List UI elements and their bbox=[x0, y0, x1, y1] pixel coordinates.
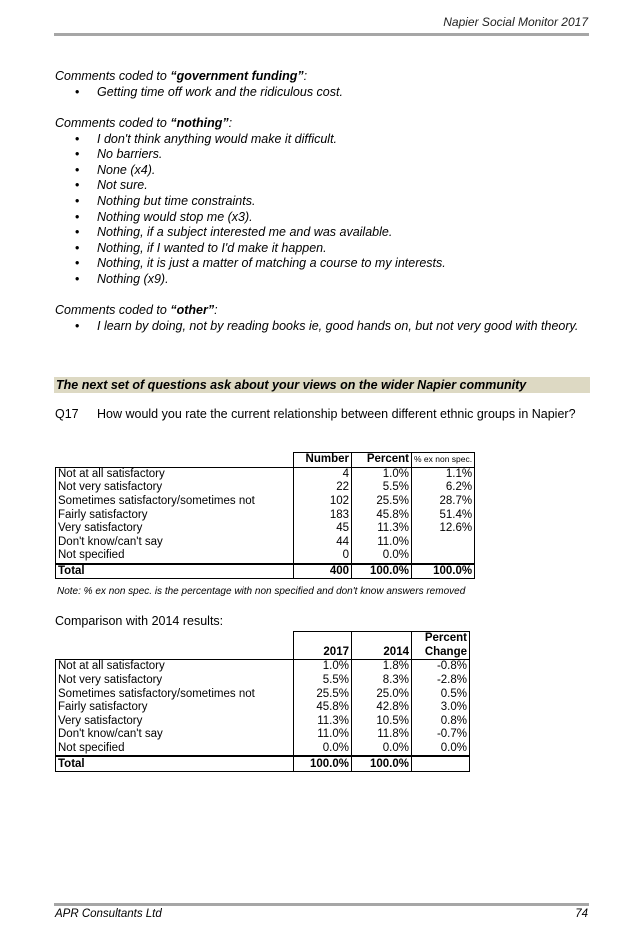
table-row: Very satisfactory 11.3% 10.5% 0.8% bbox=[56, 715, 470, 729]
table-row: Fairly satisfactory 45.8% 42.8% 3.0% bbox=[56, 701, 470, 715]
question-text: How would you rate the current relationship between different ethnic groups in Napier? bbox=[97, 407, 576, 421]
table-header-row bbox=[56, 632, 470, 646]
comment-heading-government-funding: Comments coded to “government funding”: bbox=[55, 69, 308, 83]
table-row: Not very satisfactory 5.5% 8.3% -2.8% bbox=[56, 674, 470, 688]
page-header-title: Napier Social Monitor 2017 bbox=[443, 15, 588, 29]
column-header-change: Change bbox=[412, 646, 470, 660]
comment-heading-nothing: Comments coded to “nothing”: bbox=[55, 115, 233, 130]
footer-company: APR Consultants Ltd bbox=[55, 908, 162, 920]
list-item: • Nothing, if I wanted to I'd make it happen. bbox=[75, 240, 327, 255]
page-number: 74 bbox=[575, 908, 588, 920]
list-item: • Nothing would stop me (x3). bbox=[75, 209, 253, 224]
column-header-ex-non-spec: % ex non spec. bbox=[412, 453, 475, 468]
column-header-percent: Percent bbox=[352, 453, 412, 468]
results-table-2017 bbox=[55, 452, 475, 579]
list-item: • I learn by doing, not by reading books ie, good hands on, but not very good with theory. bbox=[75, 318, 579, 333]
table-row: Sometimes satisfactory/sometimes not 102 25.5% 28.7% bbox=[56, 495, 475, 509]
question-q17 bbox=[55, 406, 588, 422]
question-number: Q17 bbox=[55, 407, 79, 421]
list-item: • Nothing (x9). bbox=[75, 271, 169, 286]
column-header-2014: 2014 bbox=[352, 632, 412, 660]
header-rule bbox=[54, 33, 589, 36]
column-header-percent: Percent bbox=[412, 632, 470, 646]
list-item: • None (x4). bbox=[75, 162, 156, 177]
table-row: Don't know/can't say 44 11.0% bbox=[56, 536, 475, 550]
table-row: Fairly satisfactory 183 45.8% 51.4% bbox=[56, 508, 475, 522]
table-row: Don't know/can't say 11.0% 11.8% -0.7% bbox=[56, 728, 470, 742]
list-item: • Nothing, it is just a matter of matching a course to my interests. bbox=[75, 256, 446, 271]
comment-list-government-funding bbox=[55, 85, 588, 101]
comment-list-other bbox=[55, 319, 588, 335]
table-row: Not at all satisfactory 4 1.0% 1.1% bbox=[56, 467, 475, 481]
table-row: Not at all satisfactory 1.0% 1.8% -0.8% bbox=[56, 660, 470, 674]
table-row: Not specified 0.0% 0.0% 0.0% bbox=[56, 742, 470, 757]
column-header-number: Number bbox=[294, 453, 352, 468]
list-item: • I don't think anything would make it difficult. bbox=[75, 131, 338, 146]
list-item: • Nothing but time constraints. bbox=[75, 193, 256, 208]
table-row: Very satisfactory 45 11.3% 12.6% bbox=[56, 522, 475, 536]
comments-section bbox=[55, 68, 588, 334]
comparison-table bbox=[55, 631, 470, 772]
footer-rule bbox=[54, 903, 589, 906]
comparison-label: Comparison with 2014 results: bbox=[55, 614, 224, 628]
list-item: • Getting time off work and the ridiculous cost. bbox=[75, 85, 343, 99]
table-total-row: Total 100.0% 100.0% bbox=[56, 756, 470, 771]
table-row: Not specified 0 0.0% bbox=[56, 549, 475, 564]
comment-list-nothing bbox=[55, 132, 588, 288]
column-header-2017: 2017 bbox=[294, 632, 352, 660]
list-item: • Not sure. bbox=[75, 178, 148, 193]
table-note: Note: % ex non spec. is the percentage with non specified and don't know answers removed bbox=[57, 586, 466, 597]
list-item: • No barriers. bbox=[75, 147, 163, 162]
comment-heading-other: Comments coded to “other”: bbox=[55, 302, 218, 317]
list-item: • Nothing, if a subject interested me and was available. bbox=[75, 225, 393, 240]
table-row: Not very satisfactory 22 5.5% 6.2% bbox=[56, 481, 475, 495]
section-heading: The next set of questions ask about your views on the wider Napier community bbox=[54, 377, 590, 393]
table-total-row: Total 400 100.0% 100.0% bbox=[56, 564, 475, 579]
table-row: Sometimes satisfactory/sometimes not 25.5% 25.0% 0.5% bbox=[56, 687, 470, 701]
table-header-row bbox=[56, 453, 475, 468]
